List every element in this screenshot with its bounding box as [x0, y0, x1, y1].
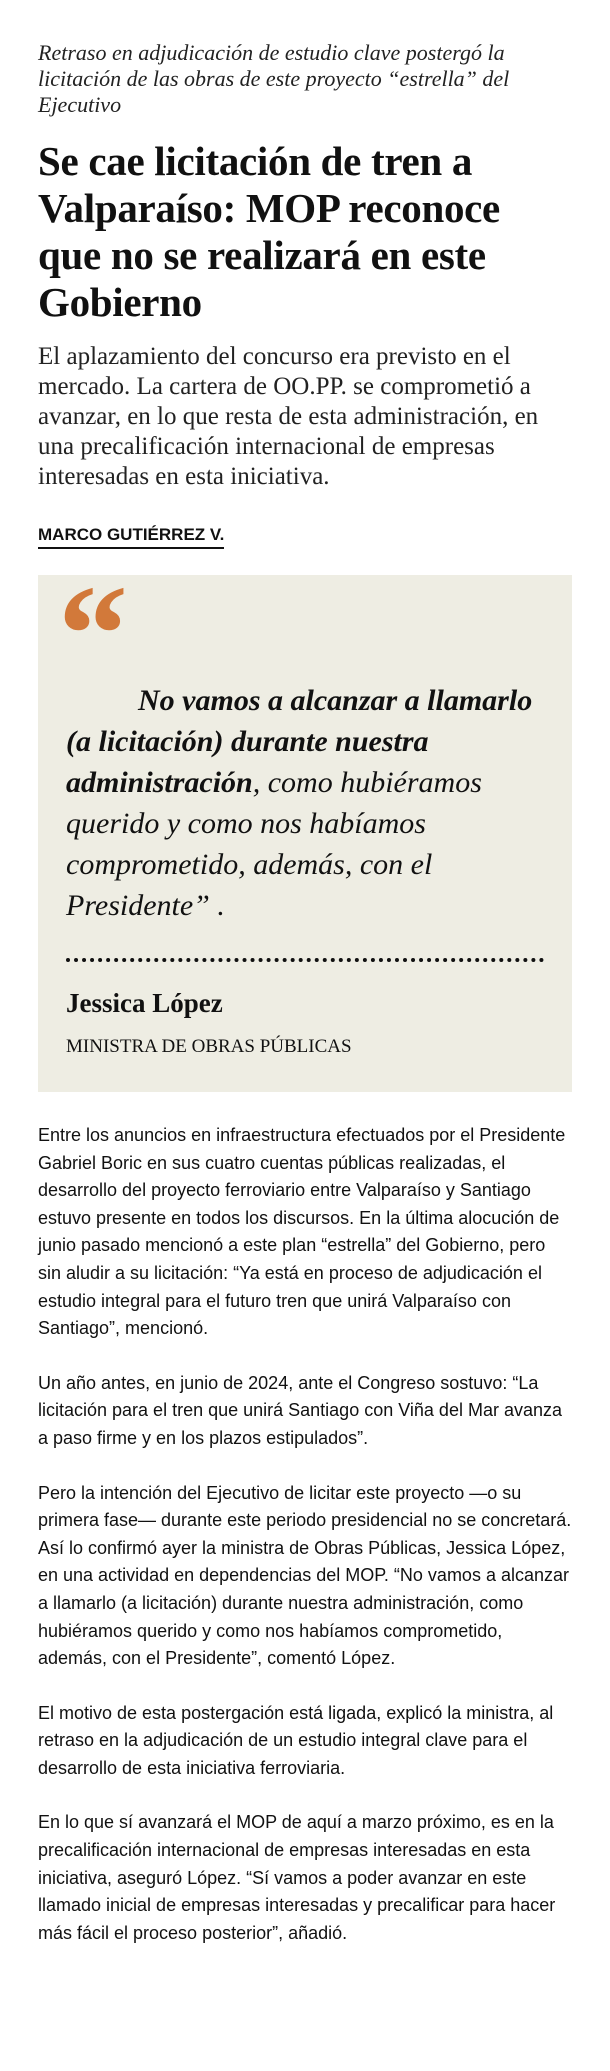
quote-author: Jessica López — [66, 988, 223, 1018]
article-lead: El aplazamiento del concurso era previsto en el mercado. La cartera de OO.PP. se comprometió a avanzar, en lo que resta de esta administración, en una precalificación internacional de empresas interesadas en esta iniciativa. — [38, 343, 539, 490]
article-kicker: Retraso en adjudicación de estudio clave postergó la licitación de las obras de este proyecto “estrella” del Ejecutivo — [38, 40, 510, 117]
pull-quote — [38, 557, 572, 1092]
body-paragraph: Entre los anuncios en infraestructura efectuados por el Presidente Gabriel Boric en sus cuatro cuentas públicas realizadas, el desarrollo del proyecto ferroviario entre Valparaíso y Santiago estuvo presente en todos los discursos. En la última alocución de junio pasado mencionó a este plan “estrella” del Gobierno, pero sin aludir a su licitación: “Ya está en proceso de adjudicación el estudio integral para el futuro tren que unirá Valparaíso con Santiago”, mencionó. — [38, 1125, 566, 1339]
quote-mark-icon: “ — [58, 557, 128, 712]
quote-text-bold: No vamos a alcanzar a llamarlo (a licitación) durante nuestra administración — [66, 684, 533, 799]
quote-text-rest: , como hubiéramos querido y como nos habíamos comprometido, además, con el Presidente” . — [66, 766, 482, 922]
article-title: Se cae licitación de tren a Valparaíso: MOP reconoce que no se realizará en este Gobierno — [38, 138, 500, 325]
body-paragraph: El motivo de esta postergación está ligada, explicó la ministra, al retraso en la adjudicación de un estudio integral clave para el desarrollo de esta iniciativa ferroviaria. — [38, 1702, 554, 1778]
author-link[interactable]: MARCO GUTIÉRREZ V. — [38, 524, 224, 549]
body-paragraph: Un año antes, en junio de 2024, ante el Congreso sostuvo: “La licitación para el tren que unirá Santiago con Viña del Mar avanza a paso firme y en los plazos estipulados”. — [38, 1372, 562, 1448]
article-body — [38, 1092, 572, 1947]
body-paragraph: En lo que sí avanzará el MOP de aquí a marzo próximo, es en la precalificación internacional de empresas interesadas en esta iniciativa, aseguró López. “Sí vamos a poder avanzar en este llamado inicial de empresas interesadas y precalificar para hacer más fácil el proceso posterior”, añadió. — [38, 1812, 556, 1943]
body-paragraph: Pero la intención del Ejecutivo de licitar este proyecto —o su primera fase— durante este periodo presidencial no se concretará. Así lo confirmó ayer la ministra de Obras Públicas, Jessica López, en una actividad en dependencias del MOP. “No vamos a alcanzar a llamarlo (a licitación) durante nuestra administración, como hubiéramos querido y como nos habíamos comprometido, además, con el Presidente”, comentó López. — [38, 1482, 572, 1669]
quote-text — [66, 680, 542, 926]
quote-author-role: MINISTRA DE OBRAS PÚBLICAS — [66, 1036, 352, 1057]
quote-divider — [66, 958, 544, 962]
